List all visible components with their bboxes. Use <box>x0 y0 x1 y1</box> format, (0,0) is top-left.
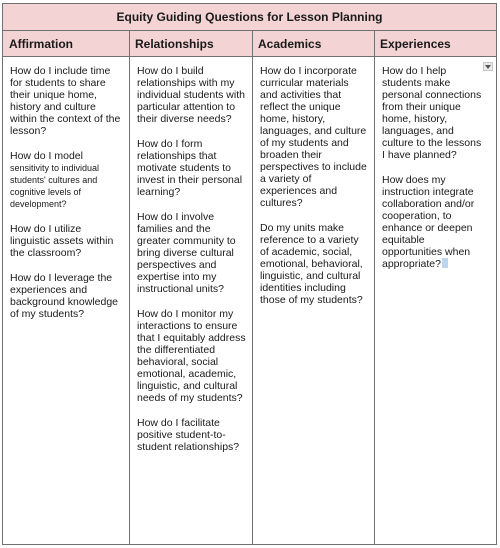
table-title-row <box>3 4 496 31</box>
column-affirmation <box>3 57 129 545</box>
header-affirmation: Affirmation <box>9 36 73 51</box>
question: How do I include time for students to share their unique home, history and culture within the context of the lesson? <box>10 65 121 137</box>
question: How do I leverage the experiences and background knowledge of my students? <box>10 272 118 320</box>
question: How do I incorporate curricular materials and activities that reflect the unique home, history, languages, and culture of my students and broaden their perspectives to include a variety of experiences and cultures? <box>260 65 367 209</box>
question: How do I form relationships that motivate students to invest in their personal learning? <box>137 138 243 198</box>
question-small-text: sensitivity to individual students' cultures and cognitive levels of development? <box>10 163 100 209</box>
question: How do I help students make personal connections from their unique home, history, languages, and culture to the lessons I have planned? <box>382 65 482 161</box>
header-relationships: Relationships <box>135 36 214 51</box>
column-academics <box>253 57 374 545</box>
table-title: Equity Guiding Questions for Lesson Planning <box>116 10 383 24</box>
question: How do I facilitate positive student-to-student relationships? <box>137 417 240 453</box>
header-experiences: Experiences <box>380 36 451 51</box>
column-relationships <box>130 57 252 545</box>
question: How do I utilize linguistic assets within the classroom? <box>10 223 114 259</box>
question[interactable]: How does my instruction integrate collaboration and/or cooperation, to enhance or deepen equitable opportunities when appropriate? <box>382 174 475 270</box>
header-row <box>3 31 496 57</box>
chevron-down-icon[interactable] <box>483 62 493 71</box>
question: How do I model sensitivity to individual students' cultures and cognitive levels of development? <box>10 150 100 209</box>
question: How do I involve families and the greater community to bring diverse cultural perspectives and expertise into my instructional units? <box>137 211 236 295</box>
text-cursor-selection <box>442 258 448 268</box>
column-experiences <box>375 57 489 545</box>
question: How do I build relationships with my individual students with particular attention to their diverse needs? <box>137 65 245 125</box>
header-academics: Academics <box>258 36 322 51</box>
question: How do I monitor my interactions to ensure that I equitably address the differentiated behavioral, social emotional, academic, linguistic, and cultural needs of my students? <box>137 308 246 404</box>
question: Do my units make reference to a variety of academic, social, emotional, behavioral, linguistic, and cultural identities including those of my students? <box>260 222 363 306</box>
